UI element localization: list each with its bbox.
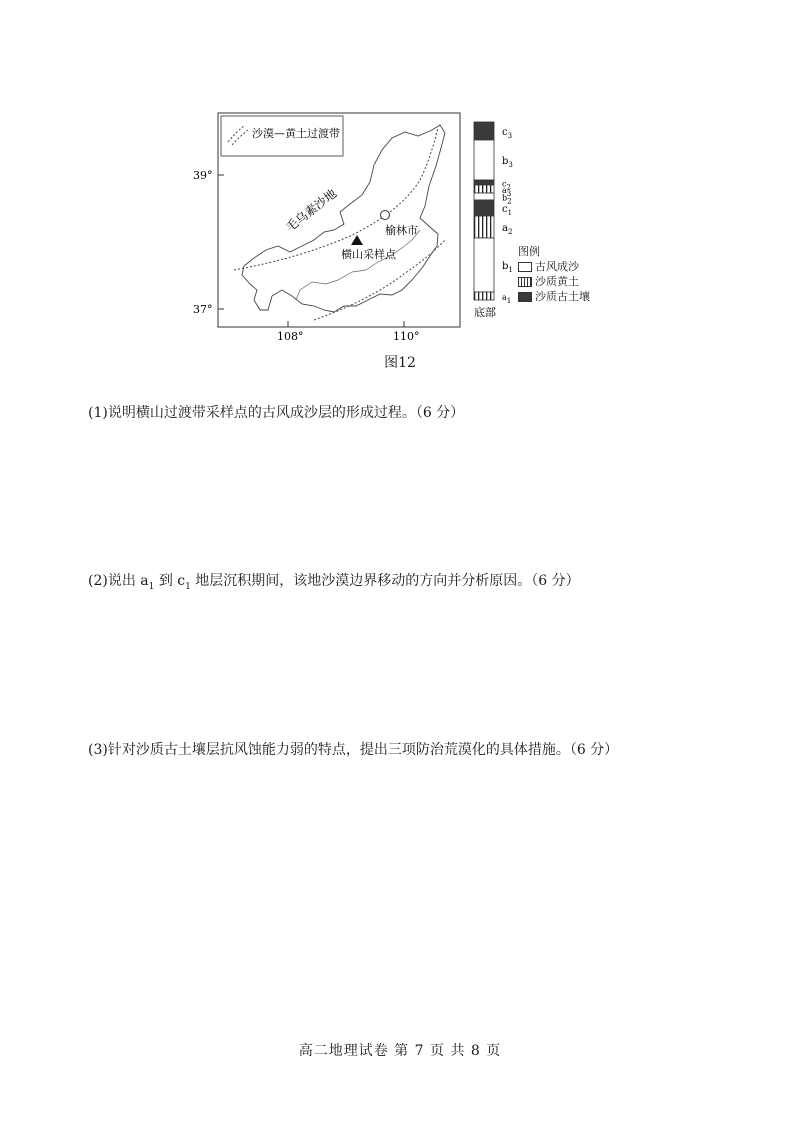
lat-label-37: 37°	[193, 303, 213, 316]
legend-item-loess	[518, 274, 590, 289]
city-marker-icon	[381, 211, 390, 220]
legend-swatch-dark	[518, 292, 532, 302]
legend-item-sand	[518, 259, 590, 274]
column-label-b1: $b_1$	[502, 261, 513, 274]
legend-item-label: 沙质古土壤	[535, 290, 590, 303]
column-layer-b3	[474, 140, 494, 180]
legend-item-label: 沙质黄土	[535, 275, 579, 288]
column-layer-c1	[474, 200, 494, 216]
region-label: 毛乌素沙地	[283, 186, 340, 235]
legend-swatch-plain	[518, 262, 532, 272]
column-label-b3: $b_3$	[502, 156, 513, 169]
q2-subscript-1: 1	[148, 581, 155, 592]
strat-column	[474, 122, 513, 305]
q2-text-post: 地层沉积期间，该地沙漠边界移动的方向并分析原因。（6 分）	[190, 573, 580, 589]
figure-12	[0, 0, 800, 345]
legend-item-paleosol	[518, 289, 590, 304]
legend-title: 图例	[518, 245, 540, 258]
sample-point-label: 横山采样点	[341, 248, 396, 261]
lon-label-110: 110°	[393, 330, 420, 343]
column-bottom-label: 底部	[474, 306, 496, 319]
column-layer-b2	[474, 193, 494, 200]
column-layer-c3	[474, 122, 494, 140]
column-layer-a2	[474, 216, 494, 238]
column-label-b2: b2	[502, 193, 512, 206]
column-label-a3: a3	[502, 186, 512, 198]
column-layer-a1	[474, 292, 494, 300]
column-label-c2: c2	[502, 179, 511, 192]
figure-legend	[518, 244, 590, 304]
column-layer-b1	[474, 238, 494, 292]
lat-label-39: 39°	[193, 169, 213, 182]
question-2	[88, 570, 580, 592]
column-label-a2: $a_2$	[502, 223, 513, 236]
figure-svg	[0, 0, 800, 345]
q2-text-pre: (2)说出 a	[88, 573, 149, 589]
map-legend-label: 沙漠—黄土过渡带	[252, 127, 340, 140]
column-layer-c2	[474, 180, 494, 185]
column-label-a1: a1	[502, 293, 512, 305]
column-layer-a3	[474, 185, 494, 193]
page-footer: 高二地理试卷 第 7 页 共 8 页	[298, 1043, 502, 1059]
lon-label-108: 108°	[277, 330, 304, 343]
column-label-c1: $c_1$	[502, 204, 513, 217]
figure-caption: 图12	[384, 355, 416, 371]
legend-item-label: 古风成沙	[535, 260, 579, 273]
column-label-c3: $c_3$	[502, 127, 513, 140]
legend-swatch-stripe	[518, 277, 532, 287]
question-3: (3)针对沙质古土壤层抗风蚀能力弱的特点，提出三项防治荒漠化的具体措施。（6 分）	[88, 742, 619, 758]
q2-subscript-2: 1	[185, 581, 191, 592]
sample-point-triangle-icon	[351, 235, 363, 245]
city-label: 榆林市	[385, 224, 418, 237]
q2-text-mid: 到 c	[154, 573, 186, 589]
question-1: (1)说明横山过渡带采样点的古风成沙层的形成过程。（6 分）	[88, 405, 465, 421]
